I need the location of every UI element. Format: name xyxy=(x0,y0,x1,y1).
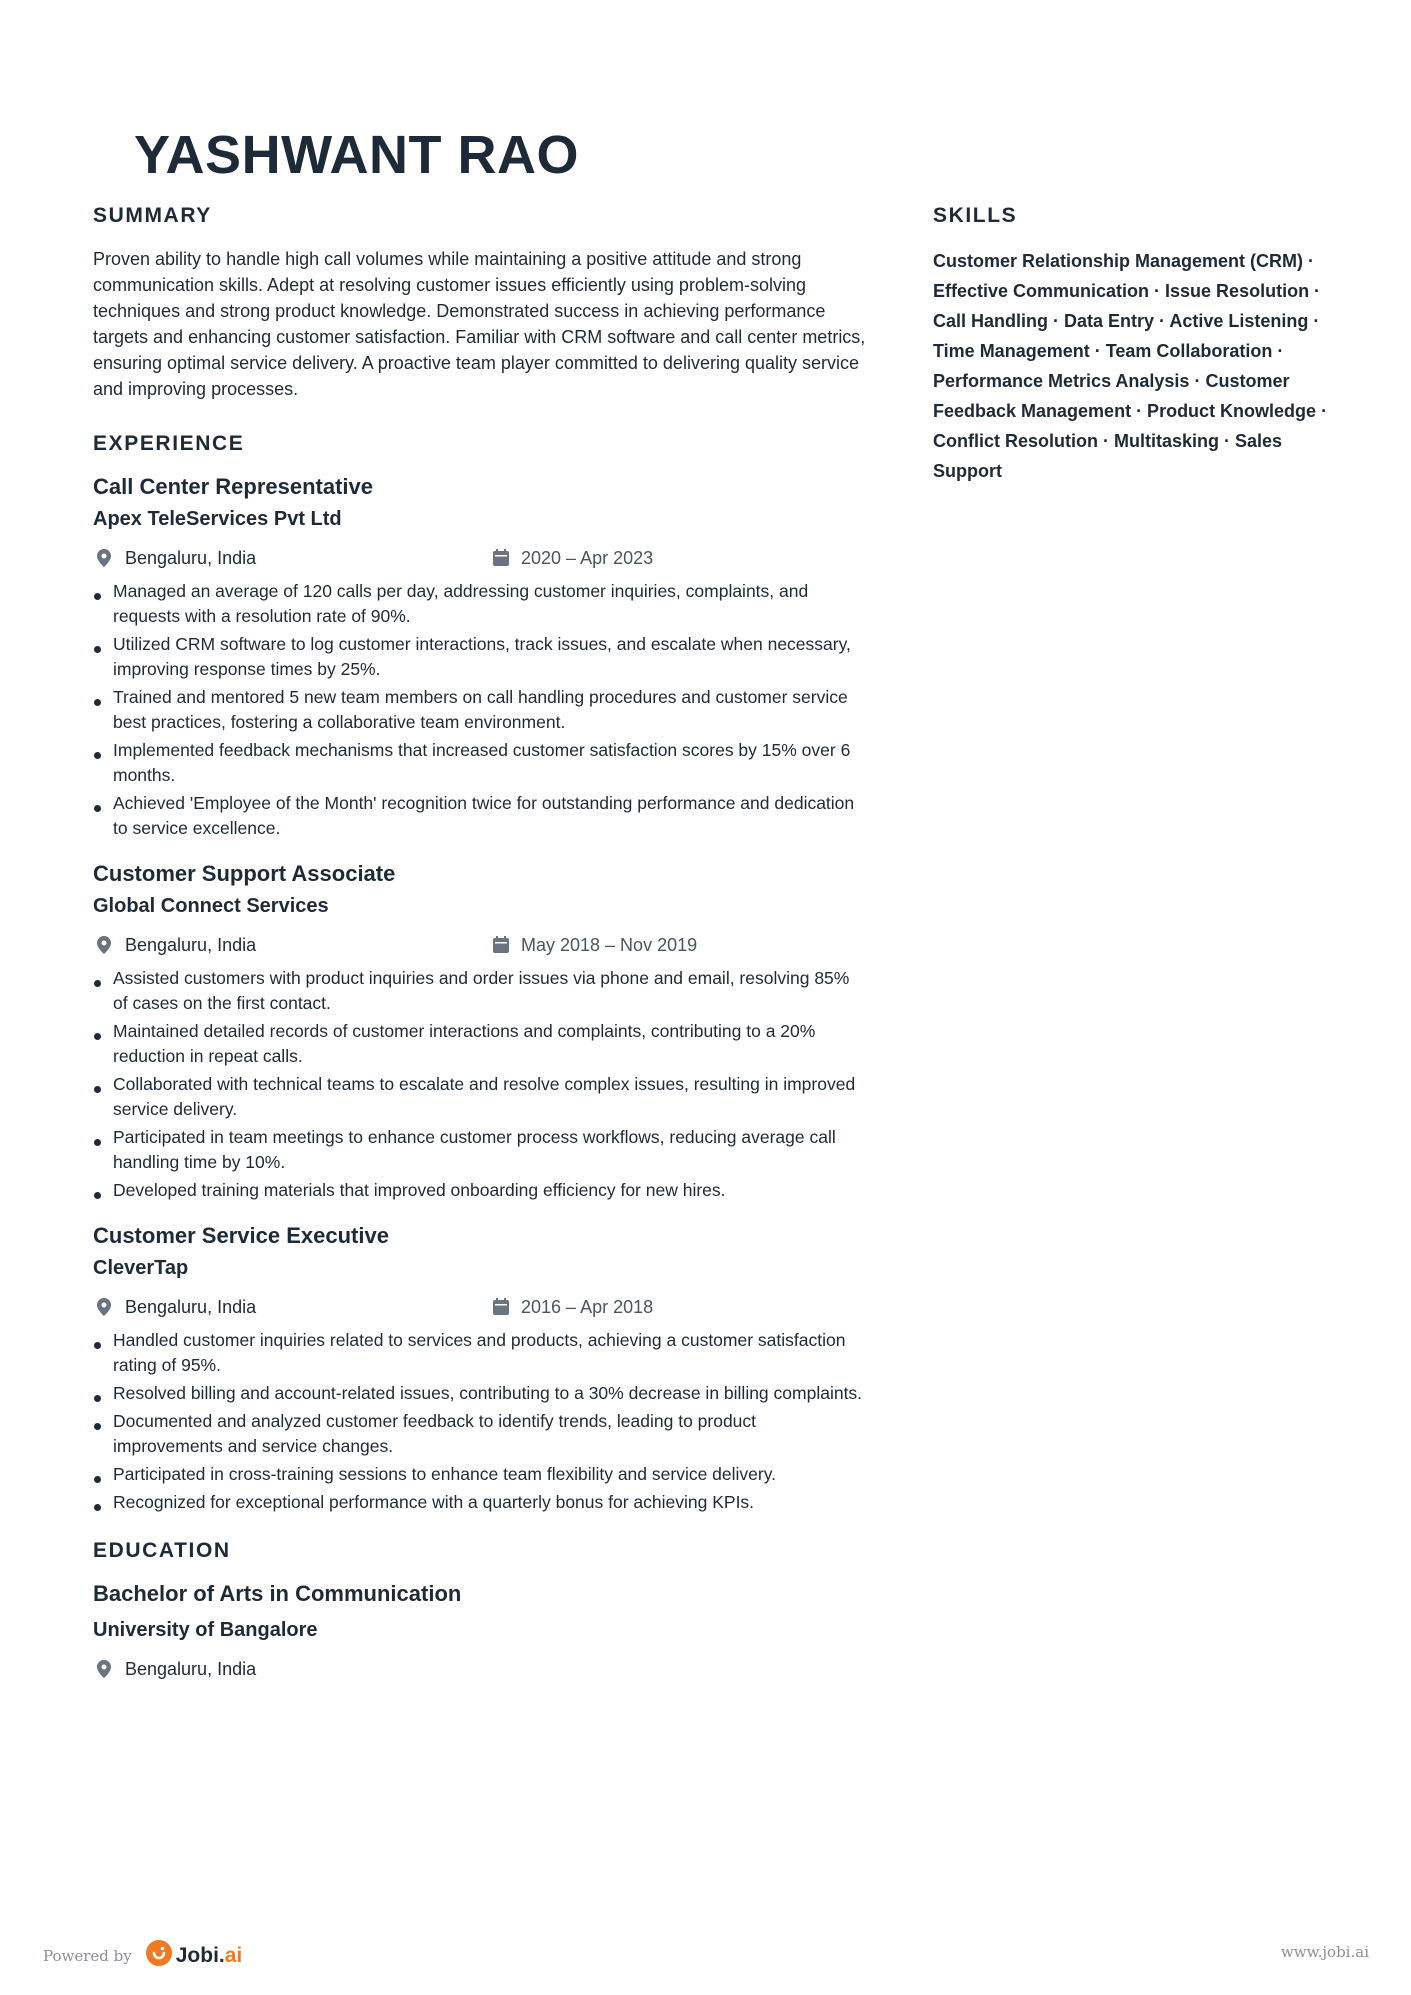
powered-by-footer xyxy=(43,1940,242,1971)
bullet-item: Recognized for exceptional performance with a quarterly bonus for achieving KPIs. xyxy=(93,1490,868,1515)
job-dates xyxy=(493,1297,653,1318)
job-location xyxy=(93,548,493,569)
job-title: Customer Support Associate xyxy=(93,861,396,886)
location-text: Bengaluru, India xyxy=(125,547,257,568)
job-entry xyxy=(93,474,868,841)
job-meta xyxy=(93,1294,868,1320)
side-column xyxy=(933,204,1333,486)
location-pin-icon xyxy=(97,1660,113,1678)
location-text: Bengaluru, India xyxy=(125,934,257,955)
bullet-item: Resolved billing and account-related issues, contributing to a 30% decrease in billing complaints. xyxy=(93,1381,868,1406)
bullet-item: Developed training materials that improved onboarding efficiency for new hires. xyxy=(93,1178,868,1203)
education-heading: EDUCATION xyxy=(93,1539,231,1562)
dates-text: May 2018 – Nov 2019 xyxy=(521,934,698,955)
calendar-icon xyxy=(493,1298,509,1316)
bullet-item: Assisted customers with product inquiries and order issues via phone and email, resolving 85% of cases on the first contact. xyxy=(93,966,868,1016)
skills-section xyxy=(933,204,1333,486)
summary-section xyxy=(93,204,868,402)
bullet-item: Trained and mentored 5 new team members on call handling procedures and customer service best practices, fostering a collaborative team environment. xyxy=(93,685,868,735)
job-title: Customer Service Executive xyxy=(93,1223,389,1248)
location-text: Bengaluru, India xyxy=(125,1296,257,1317)
job-entry xyxy=(93,861,868,1203)
school-name: University of Bangalore xyxy=(93,1619,318,1641)
bullet-item: Documented and analyzed customer feedback to identify trends, leading to product improvements and service changes. xyxy=(93,1409,868,1459)
calendar-icon xyxy=(493,549,509,567)
job-bullets xyxy=(93,966,868,1203)
job-title: Call Center Representative xyxy=(93,474,373,499)
job-meta xyxy=(93,545,868,571)
website-link[interactable]: www.jobi.ai xyxy=(1280,1943,1369,1961)
summary-text: Proven ability to handle high call volumes while maintaining a positive attitude and strong communication skills. Adept at resolving customer issues efficiently using problem-solving techniques and strong product knowledge. Demonstrated success in achieving performance targets and enhancing customer satisfaction. Familiar with CRM software and call center metrics, ensuring optimal service delivery. A proactive team player committed to delivering quality service and improving processes. xyxy=(93,249,866,399)
location-pin-icon xyxy=(97,1298,113,1316)
bullet-item: Utilized CRM software to log customer interactions, track issues, and escalate when necessary, improving response times by 25%. xyxy=(93,632,868,682)
powered-by-label: Powered by xyxy=(43,1946,132,1965)
job-meta xyxy=(93,932,868,958)
job-bullets xyxy=(93,579,868,841)
location-text: Bengaluru, India xyxy=(125,1658,257,1679)
education-section xyxy=(93,1539,868,1682)
company-name: CleverTap xyxy=(93,1257,189,1279)
bullet-item: Implemented feedback mechanisms that increased customer satisfaction scores by 15% over 6 months. xyxy=(93,738,868,788)
bullet-item: Participated in team meetings to enhance customer process workflows, reducing average call handling time by 10%. xyxy=(93,1125,868,1175)
bullet-item: Handled customer inquiries related to services and products, achieving a customer satisfaction rating of 95%. xyxy=(93,1328,868,1378)
experience-section xyxy=(93,432,868,1515)
bullet-item: Collaborated with technical teams to escalate and resolve complex issues, resulting in improved service delivery. xyxy=(93,1072,868,1122)
job-dates xyxy=(493,935,697,956)
dates-text: 2020 – Apr 2023 xyxy=(521,547,654,568)
jobi-logo-icon xyxy=(146,1940,172,1971)
summary-heading: SUMMARY xyxy=(93,204,212,227)
job-location xyxy=(93,935,493,956)
bullet-item: Maintained detailed records of customer interactions and complaints, contributing to a 20% reduction in repeat calls. xyxy=(93,1019,868,1069)
job-location xyxy=(93,1297,493,1318)
candidate-name: YASHWANT RAO xyxy=(134,128,580,180)
company-name: Global Connect Services xyxy=(93,895,329,917)
bullet-item: Achieved 'Employee of the Month' recognition twice for outstanding performance and dedication to service excellence. xyxy=(93,791,868,841)
jobi-logo-link[interactable] xyxy=(146,1940,243,1971)
brand-accent: ai xyxy=(224,1943,243,1967)
company-name: Apex TeleServices Pvt Ltd xyxy=(93,508,342,530)
bullet-item: Participated in cross-training sessions to enhance team flexibility and service delivery. xyxy=(93,1462,868,1487)
experience-heading: EXPERIENCE xyxy=(93,432,245,455)
skills-heading: SKILLS xyxy=(933,204,1018,227)
job-dates xyxy=(493,548,653,569)
degree-title: Bachelor of Arts in Communication xyxy=(93,1581,462,1606)
education-location xyxy=(93,1659,493,1680)
job-entry xyxy=(93,1223,868,1515)
job-bullets xyxy=(93,1328,868,1515)
education-meta xyxy=(93,1656,868,1682)
location-pin-icon xyxy=(97,936,113,954)
brand-main: Jobi. xyxy=(175,1943,225,1967)
skills-list: Customer Relationship Management (CRM) · Effective Communication · Issue Resolution · Call Handling · Data Entry · Active Listening · Time Management · Team Collaboration · Performance Metrics Analysis · Customer Feedback Management · Product Knowledge · Conflict Resolution · Multitasking · Sales Support xyxy=(933,251,1328,481)
location-pin-icon xyxy=(97,549,113,567)
dates-text: 2016 – Apr 2018 xyxy=(521,1296,654,1317)
bullet-item: Managed an average of 120 calls per day, addressing customer inquiries, complaints, and requests with a resolution rate of 90%. xyxy=(93,579,868,629)
main-column xyxy=(93,204,868,1690)
calendar-icon xyxy=(493,936,509,954)
jobi-brand-text xyxy=(176,1944,243,1968)
